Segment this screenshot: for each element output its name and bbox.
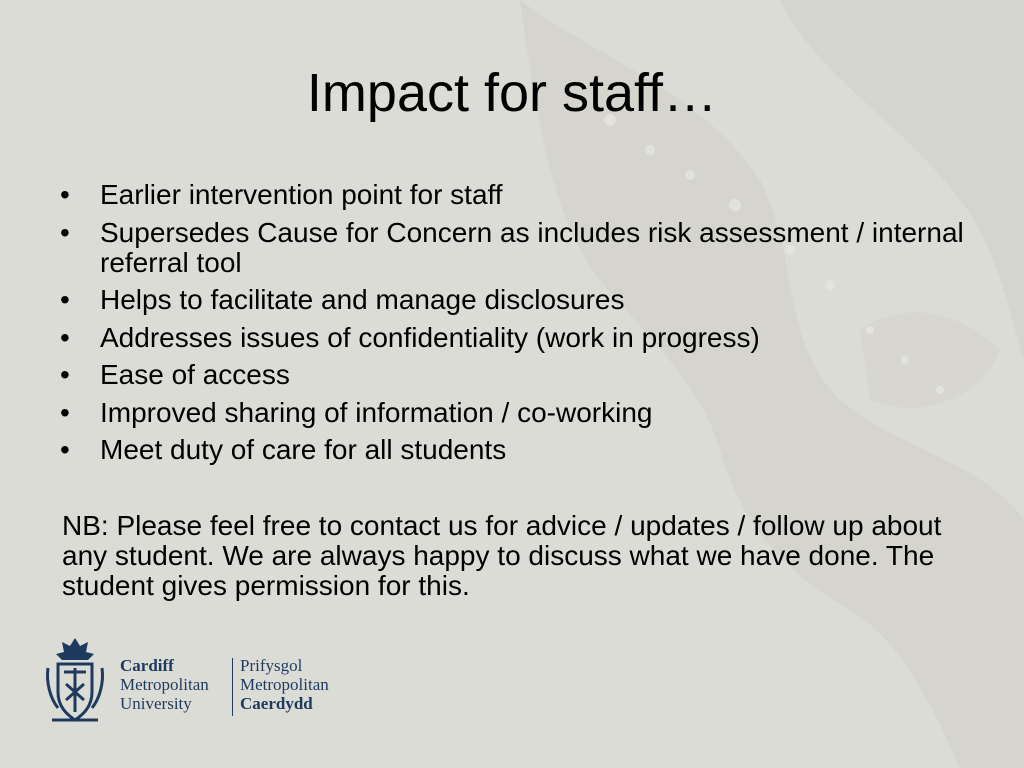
logo-english-name xyxy=(120,656,209,713)
list-item: • Addresses issues of confidentiality (work in progress) xyxy=(60,323,980,353)
list-item: • Ease of access xyxy=(60,360,980,390)
university-logo xyxy=(44,632,364,728)
logo-text: Caerdydd xyxy=(240,694,313,713)
logo-text: Prifysgol xyxy=(240,656,303,675)
logo-text: Cardiff xyxy=(120,656,174,675)
list-item: • Improved sharing of information / co-working xyxy=(60,398,980,428)
list-item: • Meet duty of care for all students xyxy=(60,435,980,465)
list-item: • Supersedes Cause for Concern as includes risk assessment / internal referral tool xyxy=(60,218,980,278)
list-item: • Helps to facilitate and manage disclosures xyxy=(60,285,980,315)
slide-title: Impact for staff… xyxy=(306,63,718,123)
crest-icon xyxy=(44,632,106,726)
logo-text: Metropolitan xyxy=(240,675,329,694)
note-paragraph: NB: Please feel free to contact us for advice / updates / follow up about any student. We are always happy to discuss what we have done. The student gives permission for this. xyxy=(62,510,942,601)
logo-text: Metropolitan xyxy=(120,675,209,694)
bullet-list xyxy=(60,180,980,473)
list-item: • Earlier intervention point for staff xyxy=(60,180,980,210)
logo-text: University xyxy=(120,694,192,713)
logo-divider xyxy=(232,658,233,716)
logo-welsh-name xyxy=(240,656,329,713)
